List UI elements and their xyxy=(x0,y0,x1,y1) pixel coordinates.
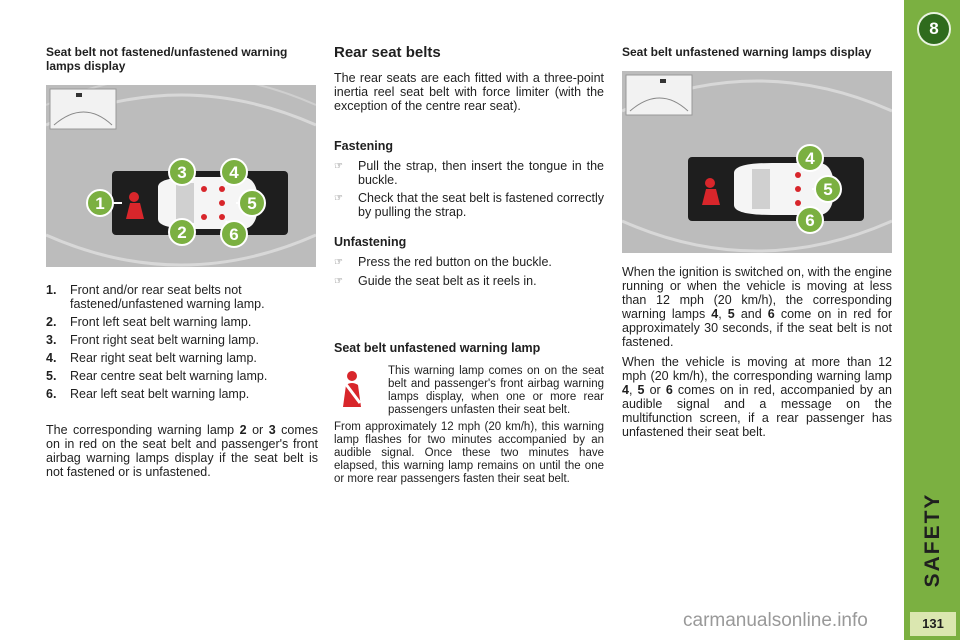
legend-item: 6. Rear left seat belt warning lamp. xyxy=(46,387,250,401)
fastening-step: ☞ Pull the strap, then insert the tongue in the buckle. xyxy=(334,159,604,187)
left-paragraph: The corresponding warning lamp 2 or 3 comes on in red on the seat belt and passenger's front airbag warning lamps display if the seat belt is not fastened or is unfastened. xyxy=(46,423,318,479)
lamp-title: Seat belt unfastened warning lamp xyxy=(334,341,541,355)
pointing-hand-icon: ☞ xyxy=(334,257,343,268)
callout-1-label: 1 xyxy=(95,194,105,213)
legend-item: 3. Front right seat belt warning lamp. xyxy=(46,333,259,347)
warning-lamps-figure xyxy=(46,85,316,267)
lamp-text: This warning lamp comes on on the seat belt and passenger's front airbag warning lamps display, when one or more rear passengers unfasten their seat belt. xyxy=(388,365,604,416)
right-heading: Seat belt unfastened warning lamps display xyxy=(622,45,872,59)
callout-6-label: 6 xyxy=(229,225,239,244)
fastening-step: ☞ Check that the seat belt is fastened correctly by pulling the strap. xyxy=(334,191,604,219)
pointing-hand-icon: ☞ xyxy=(334,276,343,287)
right-paragraph-2: When the vehicle is moving at more than 12 mph (20 km/h), the corresponding warning lamp 4, 5 or 6 comes on in red, accompanied by an audible signal and a message on the multifunction screen, if a rear passenger has unfastened their seat belt. xyxy=(622,355,893,439)
callout-5-label: 5 xyxy=(247,194,257,213)
callout-4-label: 4 xyxy=(805,149,815,168)
page-number: 131 xyxy=(910,612,956,636)
rear-dashboard-diagram xyxy=(622,71,892,253)
right-column xyxy=(622,40,892,439)
pointing-hand-icon: ☞ xyxy=(334,161,343,172)
legend-item: 5. Rear centre seat belt warning lamp. xyxy=(46,369,268,383)
fastening-title: Fastening xyxy=(334,139,394,153)
legend-item: 4. Rear right seat belt warning lamp. xyxy=(46,351,257,365)
pointing-hand-icon: ☞ xyxy=(334,193,343,204)
legend-item: 2. Front left seat belt warning lamp. xyxy=(46,315,252,329)
left-heading: Seat belt not fastened/unfastened warning lamps display xyxy=(46,45,288,73)
rear-lamps-figure xyxy=(622,71,892,253)
legend-item: 1. Front and/or rear seat belts not fastened/unfastened warning lamp. xyxy=(46,283,265,311)
section-title: SAFETY xyxy=(921,492,944,588)
callout-6-label: 6 xyxy=(805,211,815,230)
unfastening-title: Unfastening xyxy=(334,235,407,249)
middle-column xyxy=(334,40,604,486)
rear-seat-intro: The rear seats are each fitted with a three-point inertia reel seat belt with force limiter (with the exception of the centre rear seat). xyxy=(334,71,604,113)
dashboard-diagram xyxy=(46,85,316,267)
callout-3-label: 3 xyxy=(177,163,187,182)
rear-seat-belts-title: Rear seat belts xyxy=(334,44,441,61)
unfastening-step: ☞ Press the red button on the buckle. xyxy=(334,255,552,269)
seatbelt-lamp-icon xyxy=(334,365,388,417)
callout-5-label: 5 xyxy=(823,180,833,199)
callout-2-label: 2 xyxy=(177,223,187,242)
callout-4-label: 4 xyxy=(229,163,239,182)
lamp-legend xyxy=(46,283,318,401)
lamp-box xyxy=(334,365,604,417)
right-paragraph-1: When the ignition is switched on, with the engine running or when the vehicle is moving at less than 12 mph (20 km/h), the corresponding warning lamps 4, 5 and 6 come on in red for approximately 30 seconds, if the seat belt is not fastened. xyxy=(622,265,892,349)
chapter-number-badge: 8 xyxy=(917,12,951,46)
watermark: carmanualsonline.info xyxy=(683,610,868,631)
dashboard-thumbnail xyxy=(50,89,116,129)
dashboard-thumbnail xyxy=(626,75,692,115)
unfastening-step: ☞ Guide the seat belt as it reels in. xyxy=(334,274,537,288)
left-column xyxy=(46,40,318,479)
lamp-text-2: From approximately 12 mph (20 km/h), this warning lamp flashes for two minutes accompanied by an audible signal. Once these two minutes have elapsed, this warning lamp remains on until the one or more rear passengers fasten their seat belt. xyxy=(334,421,604,485)
